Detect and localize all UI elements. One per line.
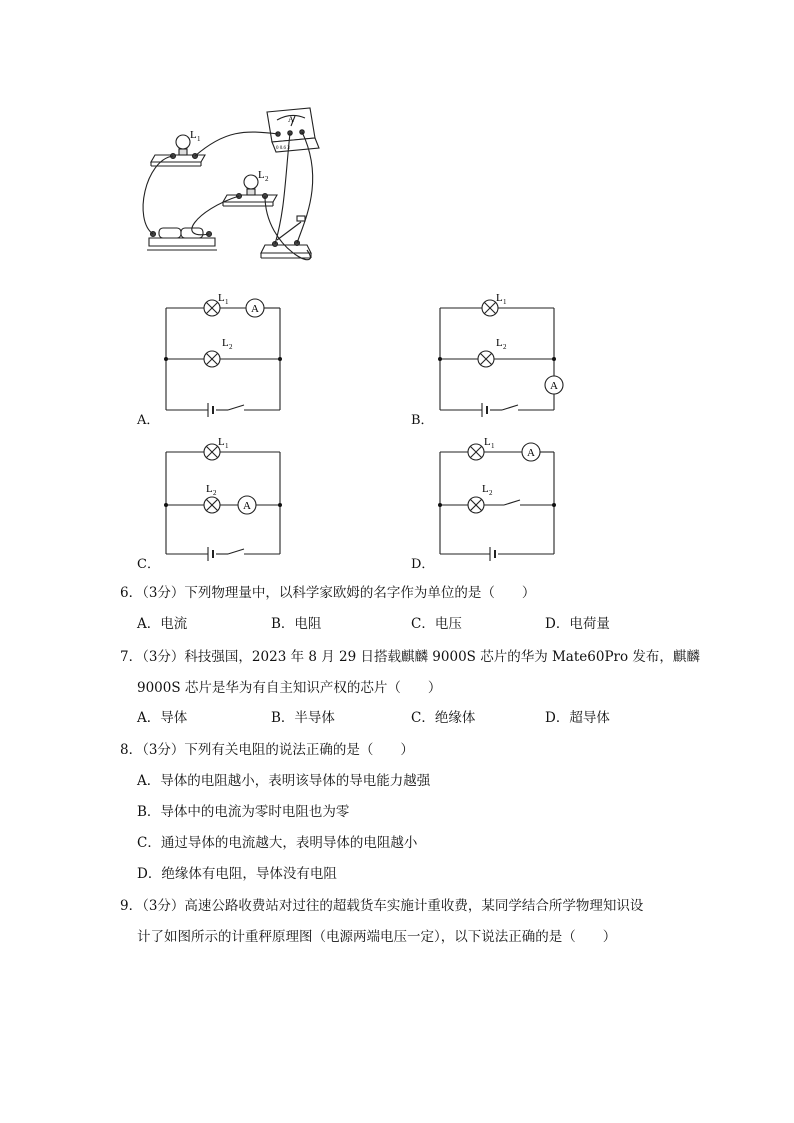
circuit-option-d (434, 436, 564, 564)
L1-subscript: 1 (503, 298, 507, 306)
question-7-option-c: C．绝缘体 (411, 710, 476, 726)
L1-label: L (218, 436, 225, 448)
ammeter-symbol: A (243, 500, 251, 512)
L2-label: L (482, 483, 489, 495)
L2-subscript: 2 (265, 175, 269, 183)
circuit-option-a (160, 292, 290, 420)
physical-circuit-figure (135, 100, 335, 285)
question-9-stem: 9．（3分）高速公路收费站对过往的超载货车实施计重收费，某同学结合所学物理知识设 (120, 898, 644, 914)
L2-subscript: 2 (503, 343, 507, 351)
question-6-option-b: B．电阻 (271, 616, 322, 632)
question-8-option-c: C．通过导体的电流越大，表明导体的电阻越小 (137, 835, 418, 851)
question-6-option-d: D．电荷量 (545, 616, 610, 632)
question-6-option-c: C．电压 (411, 616, 462, 632)
ammeter-symbol: A (550, 380, 558, 392)
question-7-stem: 7．（3分）科技强国，2023 年 8 月 29 日搭载麒麟 9000S 芯片的华为 Mate60Pro 发布，麒麟 (120, 649, 700, 665)
question-6-stem: 6．（3分）下列物理量中，以科学家欧姆的名字作为单位的是（ ） (120, 585, 536, 601)
question-8-option-d: D．绝缘体有电阻，导体没有电阻 (137, 866, 337, 882)
L1-subscript: 1 (225, 442, 229, 450)
L2-subscript: 2 (229, 343, 233, 351)
L1-subscript: 1 (197, 135, 201, 143)
question-6-option-a: A．电流 (137, 616, 188, 632)
L2-label: L (206, 483, 213, 495)
circuit-option-b (434, 292, 574, 420)
option-b-label: B． (411, 413, 434, 428)
question-7-option-a: A．导体 (137, 710, 188, 726)
L1-label: L (484, 436, 491, 448)
L1-label: L (190, 129, 197, 141)
circuit-option-c (160, 436, 290, 564)
question-9-stem-cont: 计了如图所示的计重秤原理图（电源两端电压一定），以下说法正确的是（ ） (137, 929, 617, 945)
L1-label: L (496, 292, 503, 304)
question-7-option-d: D．超导体 (545, 710, 610, 726)
option-a-label: A． (137, 413, 160, 428)
question-8-option-b: B．导体中的电流为零时电阻也为零 (137, 804, 350, 820)
ammeter-label: A (288, 115, 294, 124)
question-8-stem: 8．（3分）下列有关电阻的说法正确的是（ ） (120, 742, 414, 758)
ammeter-scale: 0 0.6 3 (276, 146, 290, 151)
L2-subscript: 2 (213, 489, 217, 497)
L2-subscript: 2 (489, 489, 493, 497)
question-7-option-b: B．半导体 (271, 710, 335, 726)
question-7-stem-cont: 9000S 芯片是华为有自主知识产权的芯片（ ） (137, 680, 442, 696)
question-8-option-a: A．导体的电阻越小，表明该导体的导电能力越强 (137, 773, 431, 789)
L2-label: L (222, 337, 229, 349)
L2-label: L (496, 337, 503, 349)
L1-label: L (218, 292, 225, 304)
option-c-label: C． (137, 557, 160, 572)
L1-subscript: 1 (491, 442, 495, 450)
L1-subscript: 1 (225, 298, 229, 306)
L2-label: L (258, 169, 265, 181)
ammeter-symbol: A (251, 303, 259, 315)
option-d-label: D． (411, 557, 435, 572)
ammeter-symbol: A (527, 447, 535, 459)
